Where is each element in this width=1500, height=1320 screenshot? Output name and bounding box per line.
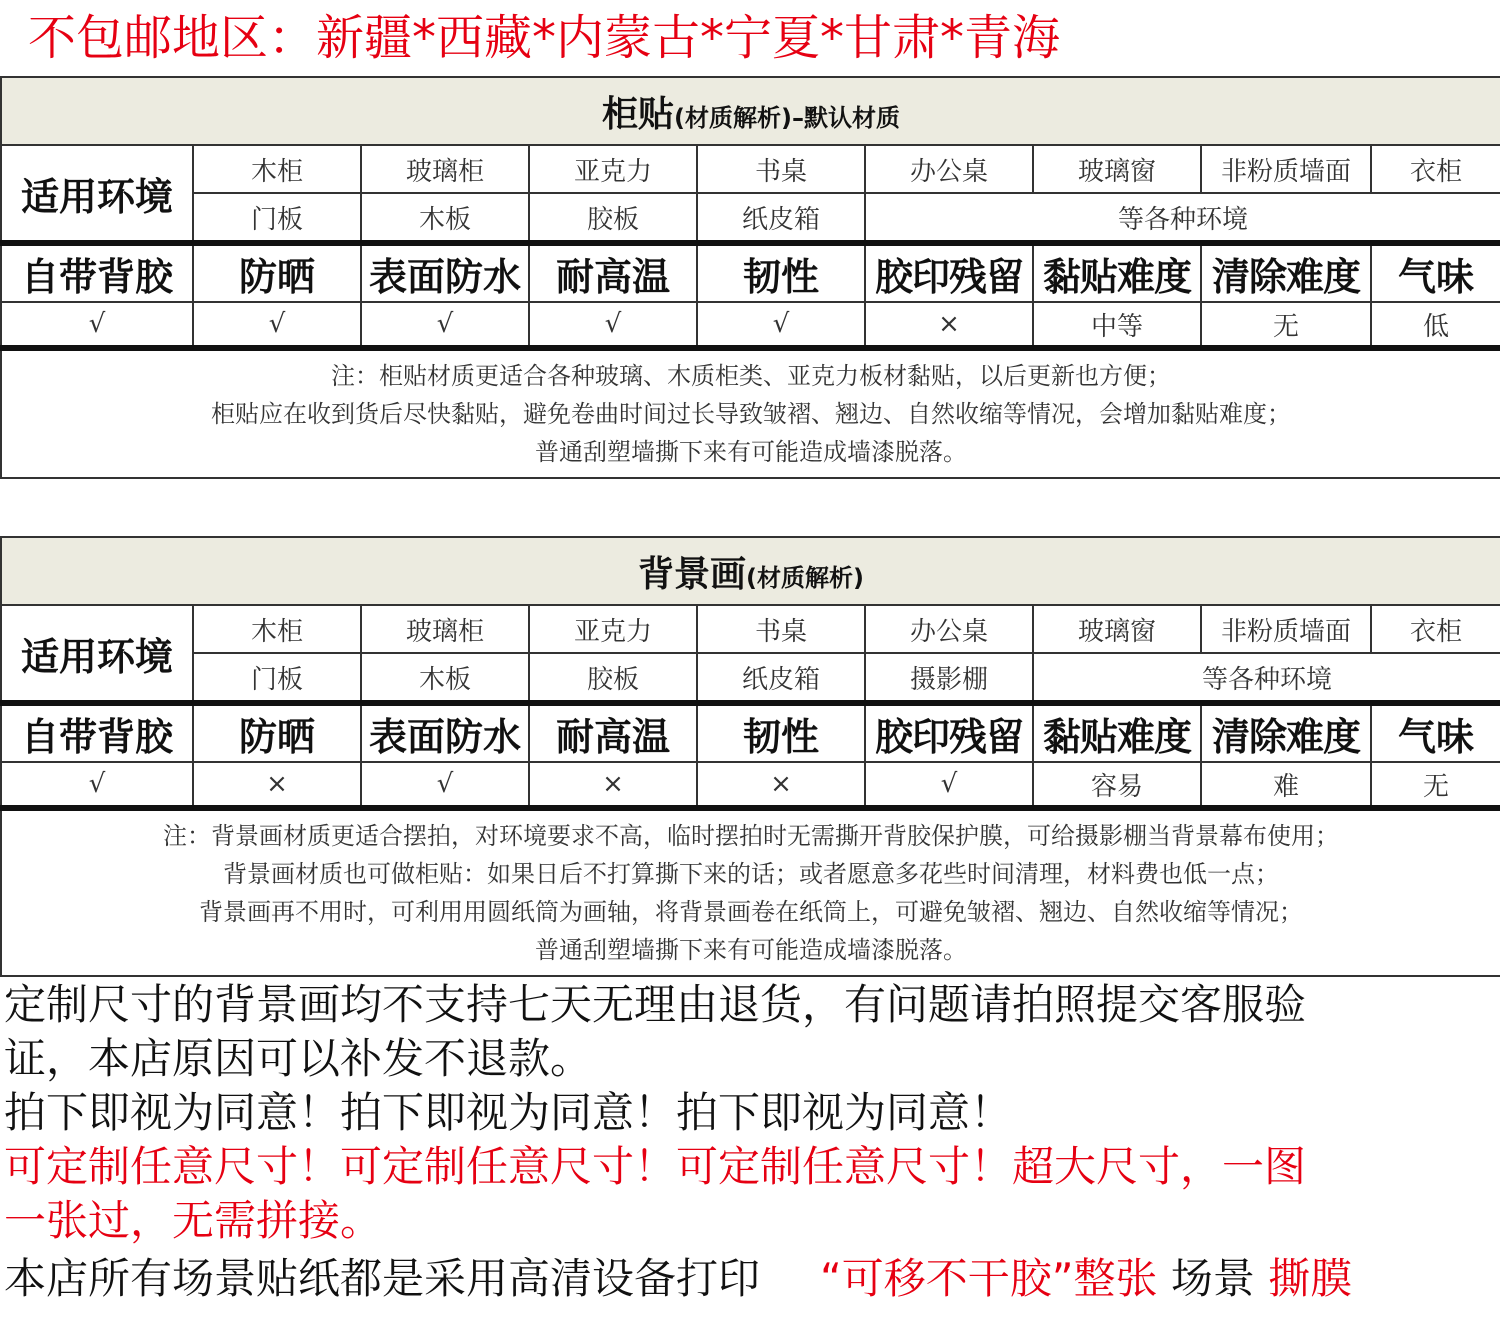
print-info-highlight: 撕膜 <box>1268 1254 1353 1303</box>
bottom-notices <box>4 978 1494 1306</box>
env-item: 非粉质墙面 <box>1201 605 1371 653</box>
attr-value: 中等 <box>1033 302 1201 348</box>
env-item: 纸皮箱 <box>697 653 865 703</box>
attr-header: 表面防水 <box>361 243 529 302</box>
env-item: 玻璃窗 <box>1033 145 1201 193</box>
env-item: 书桌 <box>697 605 865 653</box>
env-item: 亚克力 <box>529 605 697 653</box>
attr-value: × <box>865 302 1033 348</box>
attr-value: × <box>193 762 361 808</box>
attr-header: 韧性 <box>697 243 865 302</box>
print-info-text: 场景 <box>1170 1254 1255 1303</box>
attr-value: 无 <box>1201 302 1371 348</box>
env-item: 玻璃柜 <box>361 605 529 653</box>
env-item: 胶板 <box>529 653 697 703</box>
attr-value: √ <box>1 762 193 808</box>
env-item: 办公桌 <box>865 145 1033 193</box>
print-info-text: 本店所有场景贴纸都是采用高清设备打印 <box>4 1254 761 1303</box>
attr-header: 耐高温 <box>529 243 697 302</box>
note-line: 背景画材质也可做柜贴：如果日后不打算撕下来的话；或者愿意多花些时间清理，材料费也低一点； <box>223 860 1279 888</box>
env-item: 木柜 <box>193 605 361 653</box>
attr-value: 低 <box>1371 302 1500 348</box>
note-line: 注：柜贴材质更适合各种玻璃、木质柜类、亚克力板材黏贴，以后更新也方便； <box>331 362 1171 390</box>
env-item: 摄影棚 <box>865 653 1033 703</box>
no-free-shipping-banner: 不包邮地区：新疆*西藏*内蒙古*宁夏*甘肃*青海 <box>28 10 1061 66</box>
env-item: 木板 <box>361 653 529 703</box>
env-item: 办公桌 <box>865 605 1033 653</box>
env-label: 适用环境 <box>1 145 193 243</box>
env-item: 玻璃窗 <box>1033 605 1201 653</box>
attr-header: 胶印残留 <box>865 703 1033 762</box>
attr-header: 气味 <box>1371 703 1500 762</box>
env-item: 门板 <box>193 653 361 703</box>
return-policy-line: 证，本店原因可以补发不退款。 <box>4 1034 593 1083</box>
attr-header: 自带背胶 <box>1 703 193 762</box>
agreement-line: 拍下即视为同意！拍下即视为同意！拍下即视为同意！ <box>4 1088 1013 1137</box>
env-item: 衣柜 <box>1371 145 1500 193</box>
attr-header: 黏贴难度 <box>1033 243 1201 302</box>
attr-header: 表面防水 <box>361 703 529 762</box>
env-item: 亚克力 <box>529 145 697 193</box>
table-title: 背景画(材质解析) <box>1 537 1500 605</box>
table-notes <box>1 808 1500 976</box>
env-item-tail: 等各种环境 <box>1033 653 1500 703</box>
note-line: 普通刮塑墙撕下来有可能造成墙漆脱落。 <box>535 438 967 466</box>
attr-header: 防晒 <box>193 243 361 302</box>
env-item: 书桌 <box>697 145 865 193</box>
env-item-tail: 等各种环境 <box>865 193 1500 243</box>
attr-value: 难 <box>1201 762 1371 808</box>
table-notes <box>1 348 1500 478</box>
attr-value: × <box>529 762 697 808</box>
attr-value: 无 <box>1371 762 1500 808</box>
backdrop-spec-table <box>0 536 1500 977</box>
custom-size-line: 一张过，无需拼接。 <box>4 1196 383 1245</box>
attr-value: √ <box>529 302 697 348</box>
env-item: 木柜 <box>193 145 361 193</box>
attr-header: 气味 <box>1371 243 1500 302</box>
env-item: 木板 <box>361 193 529 243</box>
attr-header: 胶印残留 <box>865 243 1033 302</box>
attr-header: 韧性 <box>697 703 865 762</box>
env-item: 衣柜 <box>1371 605 1500 653</box>
table-title: 柜贴(材质解析)–默认材质 <box>1 77 1500 145</box>
attr-header: 防晒 <box>193 703 361 762</box>
env-item: 门板 <box>193 193 361 243</box>
attr-value: × <box>697 762 865 808</box>
attr-header: 黏贴难度 <box>1033 703 1201 762</box>
custom-size-line: 可定制任意尺寸！可定制任意尺寸！可定制任意尺寸！超大尺寸，一图 <box>4 1142 1307 1191</box>
env-item: 纸皮箱 <box>697 193 865 243</box>
env-label: 适用环境 <box>1 605 193 703</box>
note-line: 背景画再不用时，可利用用圆纸筒为画轴，将背景画卷在纸筒上，可避免皱褶、翘边、自然收缩等情况； <box>199 898 1303 926</box>
attr-header: 清除难度 <box>1201 703 1371 762</box>
cabinet-sticker-spec-table <box>0 76 1500 479</box>
env-item: 非粉质墙面 <box>1201 145 1371 193</box>
attr-header: 耐高温 <box>529 703 697 762</box>
print-info-highlight: “可移不干胶”整张 <box>820 1254 1158 1303</box>
attr-value: √ <box>361 302 529 348</box>
note-line: 普通刮塑墙撕下来有可能造成墙漆脱落。 <box>535 936 967 964</box>
attr-header: 自带背胶 <box>1 243 193 302</box>
note-line: 柜贴应在收到货后尽快黏贴，避免卷曲时间过长导致皱褶、翘边、自然收缩等情况，会增加黏贴难度； <box>211 400 1291 428</box>
return-policy-line: 定制尺寸的背景画均不支持七天无理由退货，有问题请拍照提交客服验 <box>4 980 1307 1029</box>
note-line: 注：背景画材质更适合摆拍，对环境要求不高，临时摆拍时无需撕开背胶保护膜，可给摄影棚当背景幕布使用； <box>163 822 1339 850</box>
attr-value: √ <box>361 762 529 808</box>
env-item: 胶板 <box>529 193 697 243</box>
attr-header: 清除难度 <box>1201 243 1371 302</box>
print-info-line <box>4 1252 1494 1306</box>
attr-value: 容易 <box>1033 762 1201 808</box>
attr-value: √ <box>193 302 361 348</box>
attr-value: √ <box>865 762 1033 808</box>
attr-value: √ <box>697 302 865 348</box>
attr-value: √ <box>1 302 193 348</box>
env-item: 玻璃柜 <box>361 145 529 193</box>
